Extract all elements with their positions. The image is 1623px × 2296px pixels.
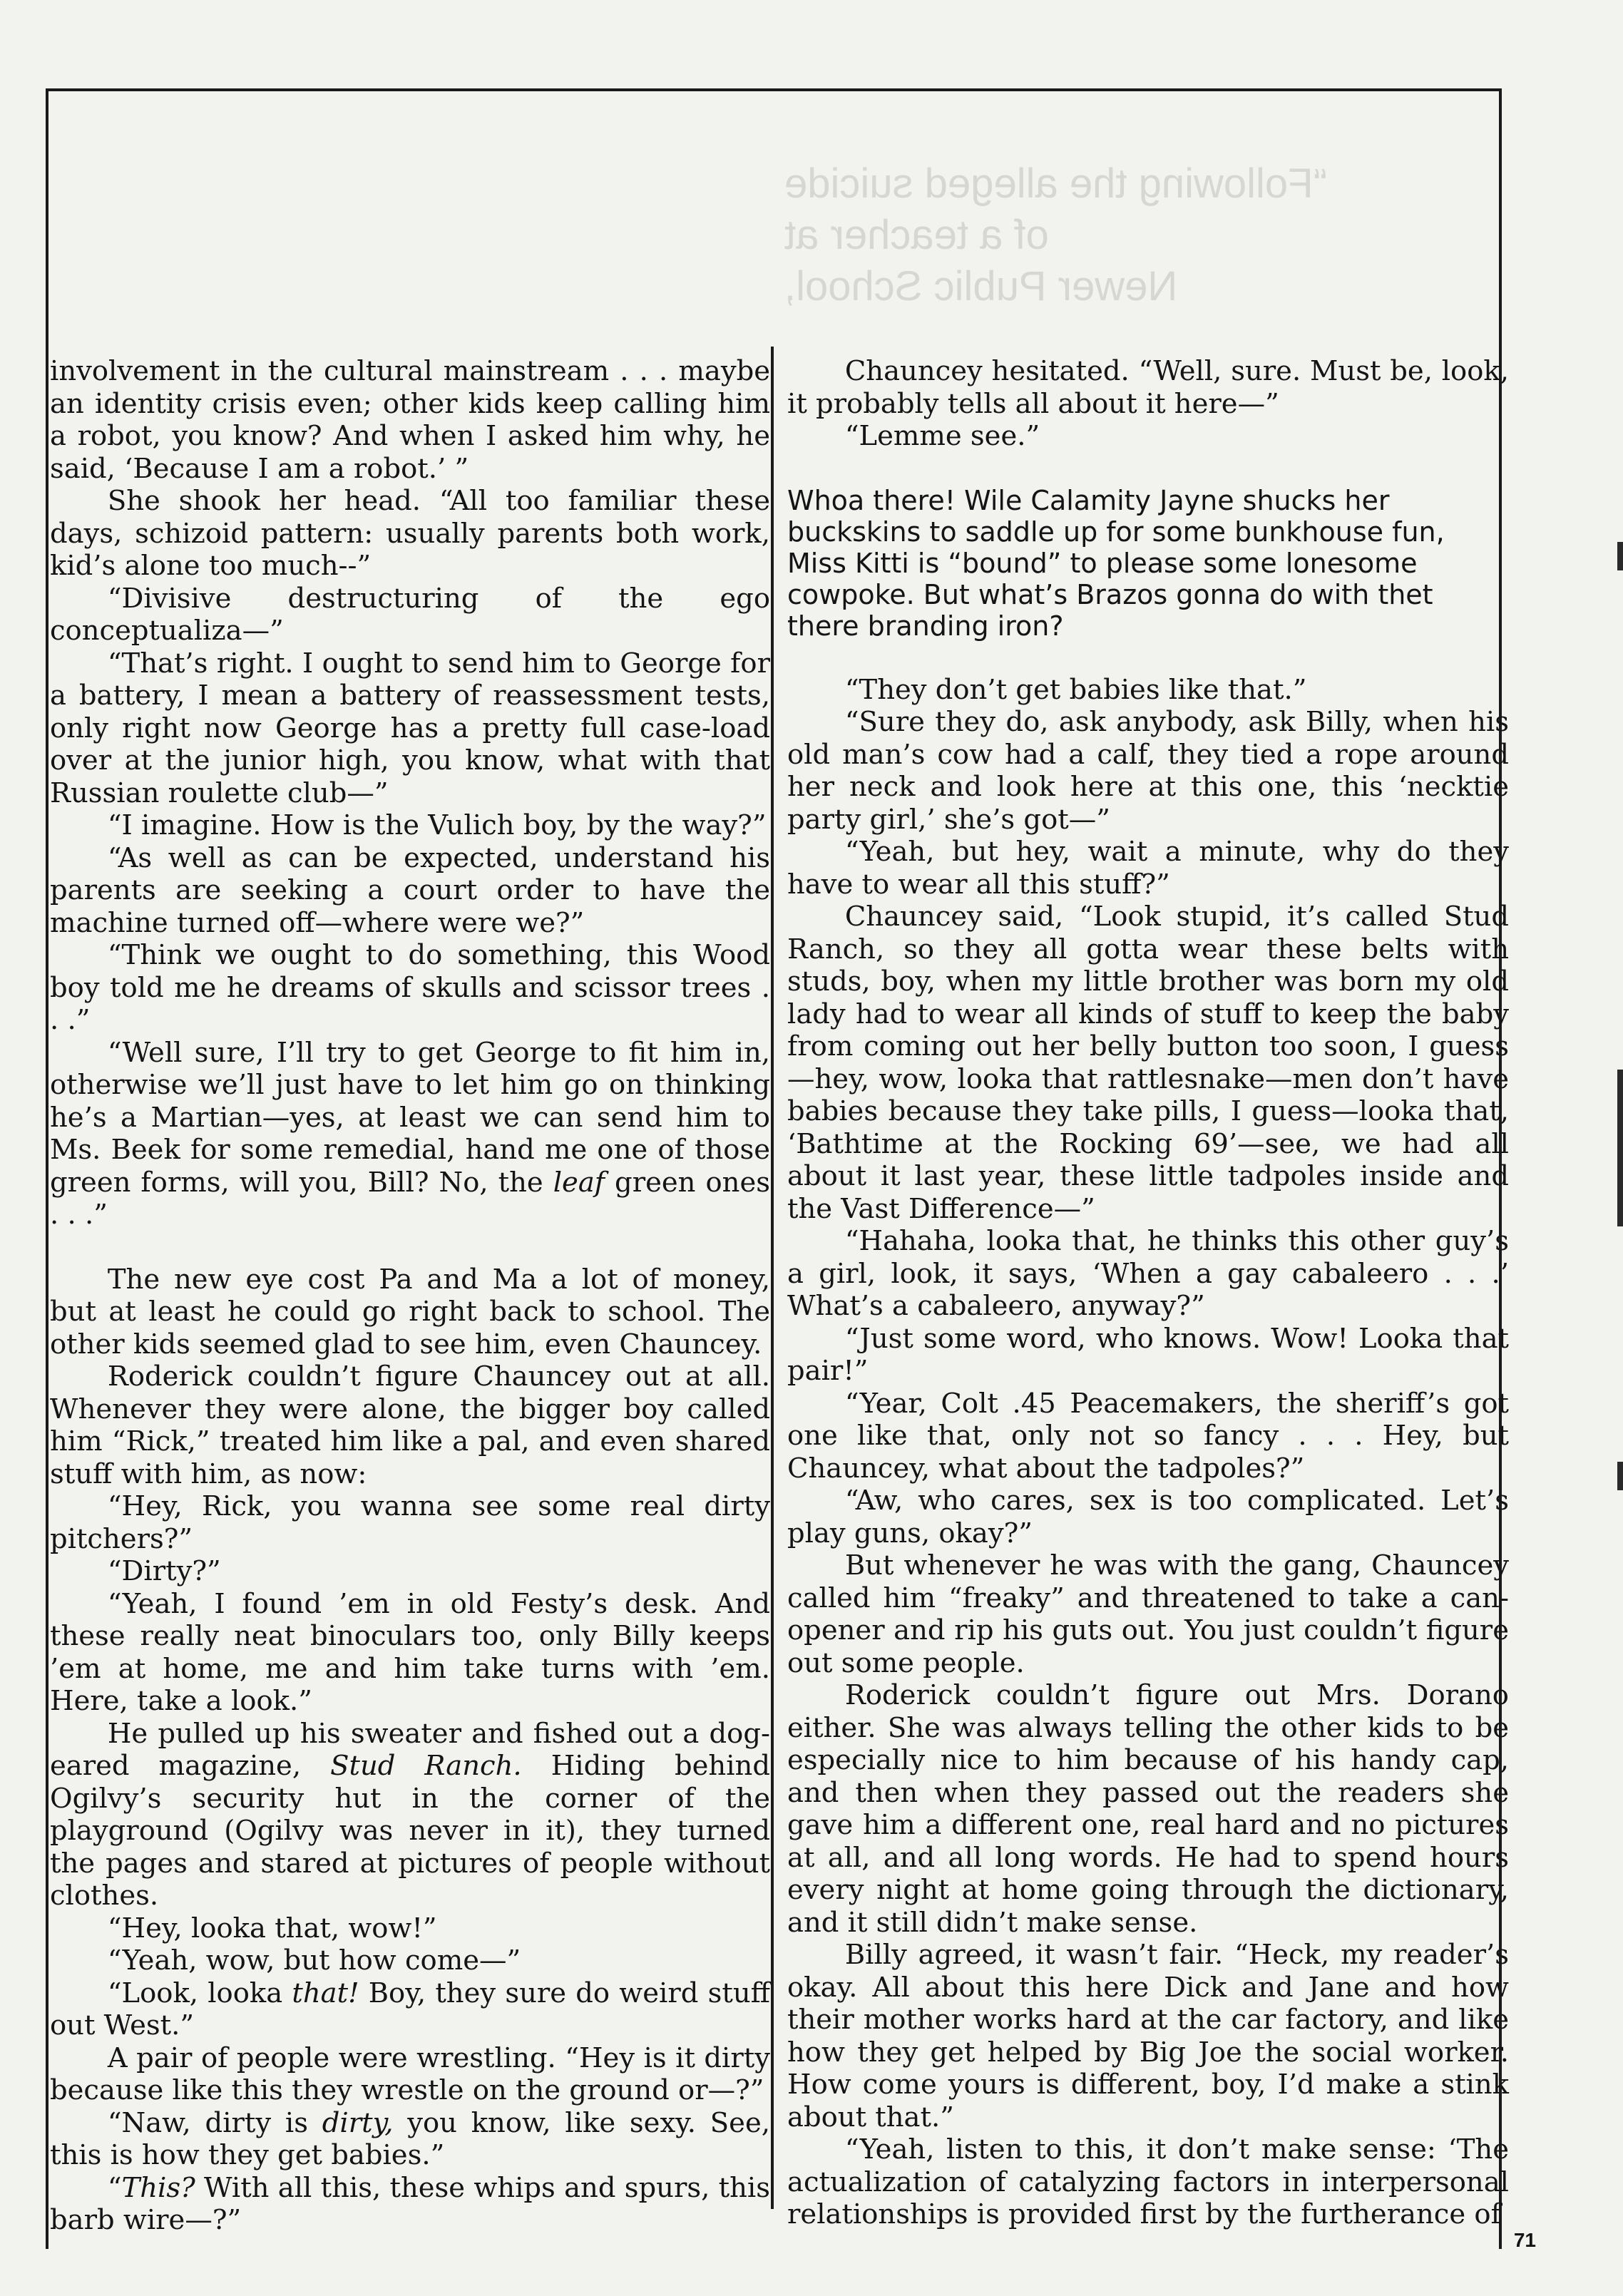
italic-run: dirty, [322, 2106, 394, 2139]
paragraph: “Aw, who cares, sex is too complicated. Let’s play guns, okay?” [787, 1485, 1509, 1549]
text-run: Hiding behind Ogilvy’s security hut in the corner of the playground (Ogilvy was never in it), they turned the pages and stared at pictures of people without clothes. [50, 1750, 770, 1912]
text-run: “Well sure, I’ll try to get George to fit him in, otherwise we’ll just have to let him go on thinking he’s a Martian—yes, at least we can send him to Ms. Beek for some remedial, hand me one of those green forms, will you, Bill? No, the [50, 1036, 770, 1199]
italic-run: Stud Ranch. [330, 1750, 522, 1782]
text-run: green ones . . .” [50, 1166, 771, 1231]
italic-run: This? [121, 2171, 195, 2204]
paragraph: “Hey, looka that, wow!” [107, 1912, 437, 1944]
paragraph: “Dirty?” [107, 1555, 221, 1587]
paragraph: Chauncey said, “Look stupid, it’s called Stud Ranch, so they all gotta wear these belts with studs, boy, when my little brother was born my old lady had to wear all kinds of stuff to keep the baby from coming out her belly button too soon, I guess—hey, wow, looka that rattlesnake—men don’t have babies because they take pills, I guess—looka that, ‘Bathtime at the Rocking 69’—see, we had all about it last year, these little tadpoles inside and the Vast Difference—” [787, 901, 1509, 1225]
paragraph: “Just some word, who knows. Wow! Looka that pair!” [787, 1322, 1509, 1387]
paragraph: Billy agreed, it wasn’t fair. “Heck, my reader’s okay. All about this here Dick and Jane and how their mother works hard at the car factory, and like how they get helped by Big Joe the social worker. How come yours is different, boy, I’d make a stink about that.” [787, 1939, 1509, 2133]
paragraph: But whenever he was with the gang, Chauncey called him “freaky” and threatened to take a can-opener and rip his guts out. You just couldn’t figure out some people. [787, 1549, 1509, 1679]
paragraph: Roderick couldn’t figure out Mrs. Dorano either. She was always telling the other kids to be especially nice to him because of his handy cap, and then when they passed out the readers she gave him a different one, real hard and no pictures at all, and all long words. He had to spend hours every night at home going through the dictionary, and it still didn’t make sense. [787, 1679, 1509, 1939]
text-run: “Naw, dirty is [107, 2106, 322, 2139]
paragraph: “Yeah, but hey, wait a minute, why do they have to wear all this stuff?” [787, 836, 1509, 901]
paragraph: “Hey, Rick, you wanna see some real dirty pitchers?” [50, 1490, 770, 1555]
text-run: “ [107, 2171, 122, 2204]
paragraph: “Lemme see.” [844, 420, 1040, 452]
paragraph [50, 1037, 770, 1231]
paragraph: involvement in the cultural mainstream . . . maybe an identity crisis even; other kids keep calling him a robot, you know? And when I asked him why, he said, ‘Because I am a robot.’ ” [50, 355, 770, 485]
text-run: Boy, they sure do weird stuff out West.” [50, 1977, 770, 2041]
edge-mark [1617, 1462, 1623, 1490]
paragraph [50, 2172, 770, 2237]
italic-run: leaf [553, 1166, 605, 1199]
paragraph: “They don’t get babies like that.” [844, 673, 1307, 706]
paragraph: A pair of people were wrestling. “Hey is it dirty because like this they wrestle on the ground or—?” [50, 2041, 770, 2106]
bleed-through-line: of a teacher at [784, 212, 1049, 258]
paragraph [50, 1977, 770, 2042]
paragraph: “That’s right. I ought to send him to George for a battery, I mean a battery of reassessment tests, only right now George has a pretty full case-load over at the junior high, you know, what with that Russian roulette club—” [50, 647, 770, 809]
text-run: With all this, these whips and spurs, this barb wire—?” [50, 2171, 770, 2236]
paragraph: “Yeah, listen to this, it don’t make sense: ‘The actualization of catalyzing factors in interpersonal relationships is provided first by the furtherance of [787, 2133, 1509, 2230]
paragraph: “Divisive destructuring of the ego conceptualiza—” [50, 582, 770, 647]
text-run: “Look, looka [107, 1977, 292, 2009]
paragraph: “Yeah, wow, but how come—” [107, 1944, 521, 1977]
column-divider [771, 347, 774, 2209]
edge-mark [1617, 1070, 1623, 1226]
bleed-through-line: “Following the alleged suicide [784, 160, 1327, 207]
text-run: He pulled up his sweater and fished out a dog-eared magazine, [50, 1717, 770, 1782]
page-number: 71 [1513, 2229, 1536, 2251]
paragraph: “As well as can be expected, understand his parents are seeking a court order to have the machine turned off—where were we?” [50, 841, 770, 939]
paragraph: “I imagine. How is the Vulich boy, by the way?” [107, 809, 767, 841]
paragraph: “Yeah, I found ’em in old Festy’s desk. And these really neat binoculars too, only Billy keeps ’em at home, me and him take turns with ’em. Here, take a look.” [50, 1587, 770, 1717]
paragraph: “Hahaha, looka that, he thinks this other guy’s a girl, look, it says, ‘When a gay cabaleero . . .’ What’s a cabaleero, anyway?” [787, 1225, 1509, 1322]
right-column [787, 355, 1509, 2231]
paragraph: “Sure they do, ask anybody, ask Billy, when his old man’s cow had a calf, they tied a rope around her neck and look here at this one, this ‘necktie party girl,’ she’s got—” [787, 706, 1509, 836]
paragraph: Roderick couldn’t figure Chauncey out at all. Whenever they were alone, the bigger boy called him “Rick,” treated him like a pal, and even shared stuff with him, as now: [50, 1360, 770, 1490]
bleed-through-line: Newer Public School, [784, 263, 1178, 309]
paragraph [50, 2107, 770, 2172]
edge-mark [1617, 542, 1623, 570]
paragraph: Chauncey hesitated. “Well, sure. Must be, look, it probably tells all about it here—” [787, 355, 1509, 420]
paragraph: “Think we ought to do something, this Wood boy told me he dreams of skulls and scissor trees . . .” [50, 939, 770, 1036]
paragraph: “Year, Colt .45 Peacemakers, the sheriff’s got one like that, only not so fancy . . . Hey, but Chauncey, what about the tadpoles?” [787, 1387, 1509, 1485]
paragraph: The new eye cost Pa and Ma a lot of money, but at least he could go right back to school. The other kids seemed glad to see him, even Chauncey. [50, 1263, 770, 1360]
photo-caption: Whoa there! Wile Calamity Jayne shucks her buckskins to saddle up for some bunkhouse fun, Miss Kitti is “bound” to please some lonesome cowpoke. But what’s Brazos gonna do with thet there branding iron? [787, 484, 1445, 642]
paragraph [50, 1718, 770, 1912]
text-run: you know, like sexy. See, this is how they get babies.” [50, 2106, 770, 2171]
italic-run: that! [292, 1977, 359, 2009]
left-column [50, 355, 770, 2237]
paragraph: She shook her head. “All too familiar these days, schizoid pattern: usually parents both work, kid’s alone too much--” [50, 485, 770, 582]
bleed-through-text [784, 158, 1327, 312]
